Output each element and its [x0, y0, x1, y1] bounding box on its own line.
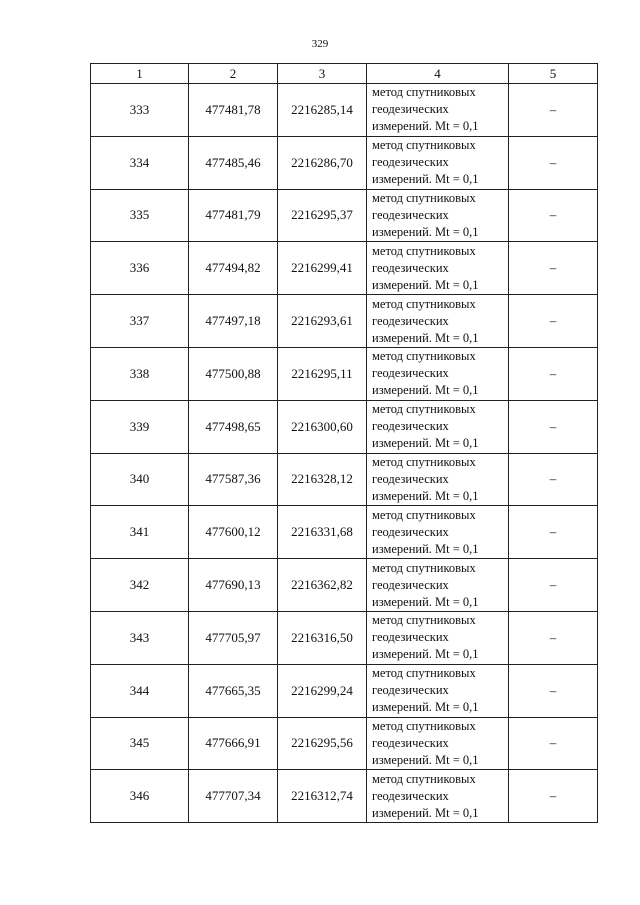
point-number-cell: 343 [91, 611, 189, 664]
method-line: метод спутниковых [372, 454, 476, 469]
table-row [91, 559, 598, 612]
method-cell [367, 717, 509, 770]
method-line: измерений. Mt = 0,1 [372, 488, 479, 503]
note-cell: – [509, 136, 598, 189]
method-line: геодезических [372, 155, 449, 170]
method-line: измерений. Mt = 0,1 [372, 541, 479, 556]
method-line: геодезических [372, 207, 449, 222]
table-row [91, 84, 598, 137]
header-row [91, 64, 598, 84]
y-coordinate-cell: 2216312,74 [278, 770, 367, 823]
method-line: измерений. Mt = 0,1 [372, 594, 479, 609]
table-body [91, 84, 598, 823]
method-line: геодезических [372, 419, 449, 434]
method-line: метод спутниковых [372, 666, 476, 681]
point-number-cell: 345 [91, 717, 189, 770]
method-line: геодезических [372, 683, 449, 698]
note-cell: – [509, 664, 598, 717]
note-cell: – [509, 453, 598, 506]
method-line: измерений. Mt = 0,1 [372, 330, 479, 345]
note-cell: – [509, 506, 598, 559]
method-line: метод спутниковых [372, 138, 476, 153]
note-cell: – [509, 242, 598, 295]
note-cell: – [509, 400, 598, 453]
method-line: метод спутниковых [372, 613, 476, 628]
method-line: геодезических [372, 788, 449, 803]
method-line: геодезических [372, 630, 449, 645]
note-cell: – [509, 347, 598, 400]
x-coordinate-cell: 477498,65 [189, 400, 278, 453]
method-line: измерений. Mt = 0,1 [372, 752, 479, 767]
note-cell: – [509, 189, 598, 242]
header-cell-5: 5 [509, 64, 598, 84]
x-coordinate-cell: 477587,36 [189, 453, 278, 506]
method-cell [367, 453, 509, 506]
header-cell-1: 1 [91, 64, 189, 84]
method-line: измерений. Mt = 0,1 [372, 224, 479, 239]
method-line: метод спутниковых [372, 349, 476, 364]
table-row [91, 189, 598, 242]
x-coordinate-cell: 477481,79 [189, 189, 278, 242]
note-cell: – [509, 295, 598, 348]
table-row [91, 347, 598, 400]
point-number-cell: 344 [91, 664, 189, 717]
y-coordinate-cell: 2216295,11 [278, 347, 367, 400]
method-cell [367, 347, 509, 400]
point-number-cell: 336 [91, 242, 189, 295]
note-cell: – [509, 770, 598, 823]
x-coordinate-cell: 477707,34 [189, 770, 278, 823]
point-number-cell: 339 [91, 400, 189, 453]
method-line: метод спутниковых [372, 296, 476, 311]
method-cell [367, 295, 509, 348]
y-coordinate-cell: 2216316,50 [278, 611, 367, 664]
x-coordinate-cell: 477690,13 [189, 559, 278, 612]
x-coordinate-cell: 477497,18 [189, 295, 278, 348]
method-cell [367, 189, 509, 242]
x-coordinate-cell: 477481,78 [189, 84, 278, 137]
y-coordinate-cell: 2216328,12 [278, 453, 367, 506]
method-cell [367, 136, 509, 189]
method-line: измерений. Mt = 0,1 [372, 383, 479, 398]
x-coordinate-cell: 477705,97 [189, 611, 278, 664]
table-row [91, 770, 598, 823]
method-line: геодезических [372, 313, 449, 328]
note-cell: – [509, 559, 598, 612]
method-line: геодезических [372, 102, 449, 117]
table-row [91, 664, 598, 717]
point-number-cell: 341 [91, 506, 189, 559]
method-line: метод спутниковых [372, 402, 476, 417]
header-cell-2: 2 [189, 64, 278, 84]
y-coordinate-cell: 2216331,68 [278, 506, 367, 559]
method-line: геодезических [372, 366, 449, 381]
y-coordinate-cell: 2216295,37 [278, 189, 367, 242]
point-number-cell: 333 [91, 84, 189, 137]
coordinates-table [90, 63, 598, 823]
point-number-cell: 334 [91, 136, 189, 189]
method-line: метод спутниковых [372, 560, 476, 575]
note-cell: – [509, 84, 598, 137]
note-cell: – [509, 717, 598, 770]
method-line: метод спутниковых [372, 718, 476, 733]
method-cell [367, 84, 509, 137]
point-number-cell: 337 [91, 295, 189, 348]
method-line: геодезических [372, 260, 449, 275]
y-coordinate-cell: 2216299,24 [278, 664, 367, 717]
x-coordinate-cell: 477500,88 [189, 347, 278, 400]
y-coordinate-cell: 2216286,70 [278, 136, 367, 189]
table-row [91, 400, 598, 453]
y-coordinate-cell: 2216295,56 [278, 717, 367, 770]
x-coordinate-cell: 477494,82 [189, 242, 278, 295]
note-cell: – [509, 611, 598, 664]
method-cell [367, 664, 509, 717]
point-number-cell: 340 [91, 453, 189, 506]
method-line: измерений. Mt = 0,1 [372, 805, 479, 820]
point-number-cell: 335 [91, 189, 189, 242]
method-line: геодезических [372, 471, 449, 486]
y-coordinate-cell: 2216362,82 [278, 559, 367, 612]
point-number-cell: 342 [91, 559, 189, 612]
method-line: измерений. Mt = 0,1 [372, 700, 479, 715]
table-header [91, 64, 598, 84]
table-row [91, 136, 598, 189]
table-row [91, 453, 598, 506]
method-cell [367, 400, 509, 453]
method-cell [367, 242, 509, 295]
method-line: геодезических [372, 577, 449, 592]
x-coordinate-cell: 477485,46 [189, 136, 278, 189]
method-line: метод спутниковых [372, 85, 476, 100]
header-cell-4: 4 [367, 64, 509, 84]
table-row [91, 242, 598, 295]
method-line: метод спутниковых [372, 507, 476, 522]
table-row [91, 717, 598, 770]
method-cell [367, 559, 509, 612]
table-row [91, 611, 598, 664]
method-line: метод спутниковых [372, 243, 476, 258]
y-coordinate-cell: 2216299,41 [278, 242, 367, 295]
table-row [91, 506, 598, 559]
y-coordinate-cell: 2216293,61 [278, 295, 367, 348]
y-coordinate-cell: 2216285,14 [278, 84, 367, 137]
method-cell [367, 506, 509, 559]
method-cell [367, 770, 509, 823]
point-number-cell: 338 [91, 347, 189, 400]
method-cell [367, 611, 509, 664]
x-coordinate-cell: 477600,12 [189, 506, 278, 559]
method-line: измерений. Mt = 0,1 [372, 172, 479, 187]
table-row [91, 295, 598, 348]
method-line: измерений. Mt = 0,1 [372, 119, 479, 134]
point-number-cell: 346 [91, 770, 189, 823]
y-coordinate-cell: 2216300,60 [278, 400, 367, 453]
method-line: измерений. Mt = 0,1 [372, 277, 479, 292]
method-line: метод спутниковых [372, 771, 476, 786]
method-line: геодезических [372, 524, 449, 539]
method-line: метод спутниковых [372, 190, 476, 205]
header-cell-3: 3 [278, 64, 367, 84]
x-coordinate-cell: 477666,91 [189, 717, 278, 770]
method-line: измерений. Mt = 0,1 [372, 436, 479, 451]
page-number: 329 [311, 38, 329, 50]
method-line: измерений. Mt = 0,1 [372, 647, 479, 662]
x-coordinate-cell: 477665,35 [189, 664, 278, 717]
method-line: геодезических [372, 735, 449, 750]
